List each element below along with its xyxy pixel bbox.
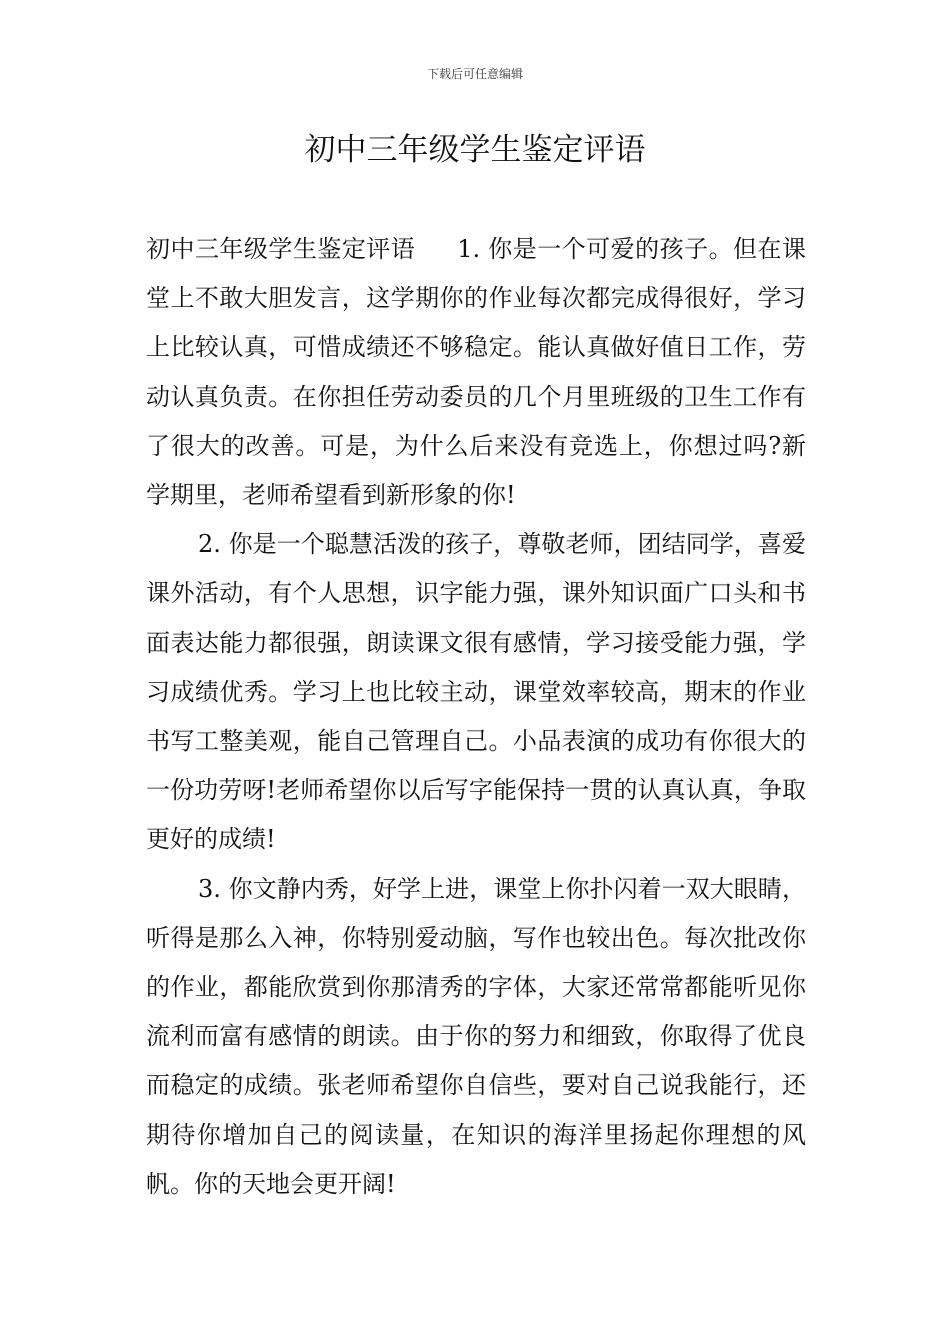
paragraph-2: 2. 你是一个聪慧活泼的孩子，尊敬老师，团结同学，喜爱课外活动，有个人思想，识字能力强，课外知识面广口头和书面表达能力都很强，朗读课文很有感情，学习接受能力强，学习成绩优秀。学习上也比较主动，课堂效率较高，期末的作业书写工整美观，能自己管理自己。小品表演的成功有你很大的一份功劳呀!老师希望你以后写字能保持一贯的认真认真，争取更好的成绩! [146,530,806,854]
document-body [146,225,806,1209]
document-title: 初中三年级学生鉴定评语 [304,132,646,168]
paragraph-1-lead: 初中三年级学生鉴定评语 [146,235,416,263]
paragraph-1-text: 1. 你是一个可爱的孩子。但在课堂上不敢大胆发言，这学期你的作业每次都完成得很好，学习上比较认真，可惜成绩还不够稳定。能认真做好值日工作，劳动认真负责。在你担任劳动委员的几个月里班级的卫生工作有了很大的改善。可是，为什么后来没有竞选上，你想过吗?新学期里，老师希望看到新形象的你! [146,235,807,510]
header-note: 下载后可任意编辑 [426,67,523,81]
paragraph-1 [146,225,806,520]
paragraph-3: 3. 你文静内秀，好学上进，课堂上你扑闪着一双大眼睛，听得是那么入神，你特别爱动脑，写作也较出色。每次批改你的作业，都能欣赏到你那清秀的字体，大家还常常都能听见你流利而富有感情的朗读。由于你的努力和细致，你取得了优良而稳定的成绩。张老师希望你自信些，要对自己说我能行，还期待你增加自己的阅读量，在知识的海洋里扬起你理想的风帆。你的天地会更开阔! [146,874,806,1198]
